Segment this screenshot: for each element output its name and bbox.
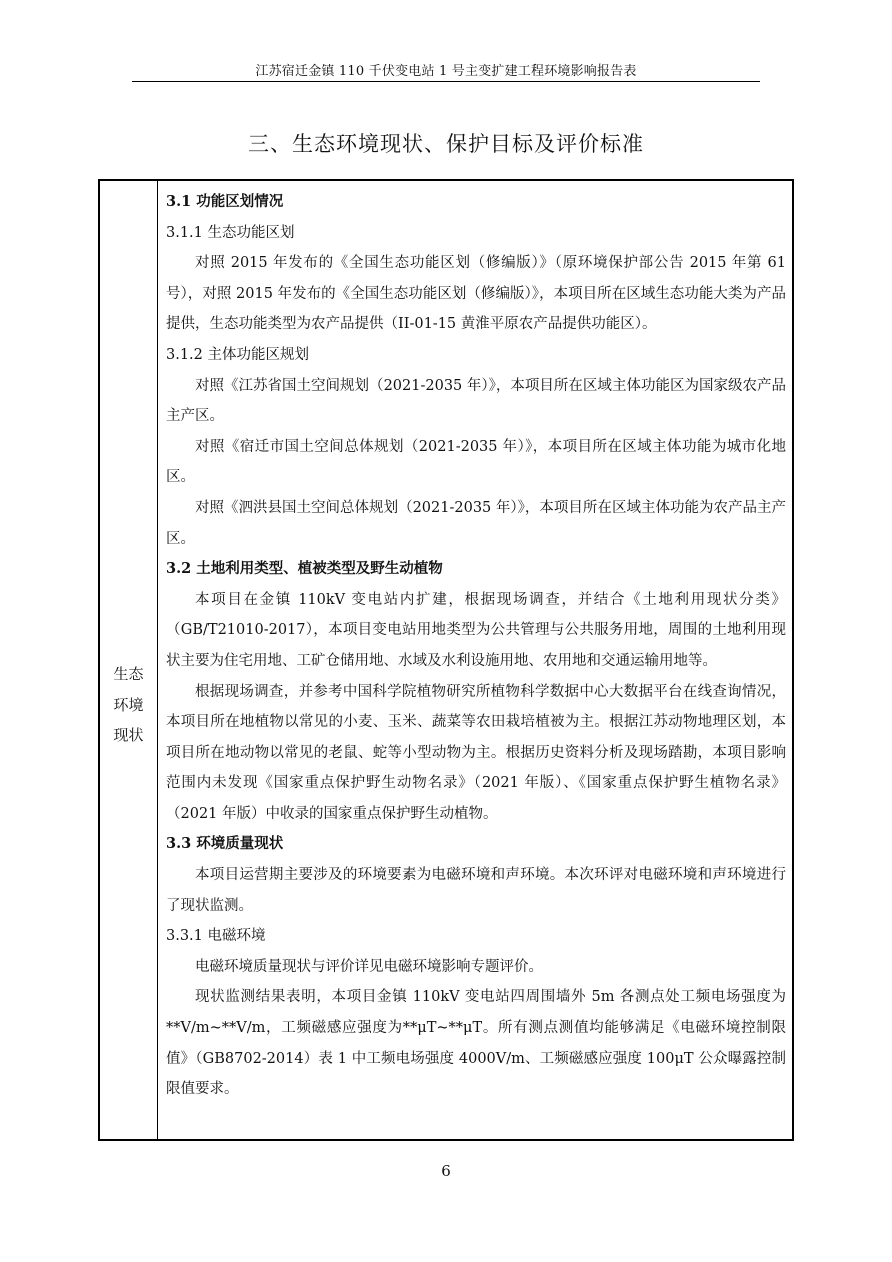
paragraph: 电磁环境质量现状与评价详见电磁环境影响专题评价。 [195, 958, 543, 975]
paragraph: 本项目运营期主要涉及的环境要素为电磁环境和声环境。本次环评对电磁环境和声环境进行了现状监测。 [166, 867, 786, 914]
category-cell [100, 181, 158, 1139]
category-label-line: 生态 [113, 665, 144, 683]
paragraph: 根据现场调查，并参考中国科学院植物研究所植物科学数据中心大数据平台在线查询情况，本项目所在地植物以常见的小麦、玉米、蔬菜等农田栽培植被为主。根据江苏动物地理区划，本项目所在地动物以常见的老鼠、蛇等小型动物为主。根据历史资料分析及现场踏勘，本项目影响范围内未发现《国家重点保护野生动物名录》（2021 年版）、《国家重点保护野生植物名录》（2021 年版）中收录的国家重点保护野生动植物。 [166, 683, 786, 822]
paragraph: 对照《江苏省国土空间规划（2021-2035 年）》，本项目所在区域主体功能区为国家级农产品主产区。 [166, 377, 786, 425]
content-cell [166, 187, 786, 1105]
heading-3-3-1: 3.3.1 电磁环境 [166, 928, 266, 945]
heading-3-1-1: 3.1.1 生态功能区划 [166, 224, 295, 241]
paragraph: 现状监测结果表明，本项目金镇 110kV 变电站四周围墙外 5m 各测点处工频电场强度为**V/m~**V/m，工频磁感应强度为**μT~**μT。所有测点测值均能够满足《电磁环境控制限值》（GB8702-2014）表 1 中工频电场强度 4000V/m、工频磁感应强度 100μT 公众曝露控制限值要求。 [166, 989, 786, 1098]
heading-3-2: 3.2 土地利用类型、植被类型及野生动植物 [166, 560, 443, 578]
header-divider [132, 81, 760, 82]
category-label-line: 现状 [113, 726, 144, 744]
report-table [98, 179, 794, 1141]
page-number: 6 [441, 1162, 451, 1180]
paragraph: 对照《泗洪县国土空间总体规划（2021-2035 年）》，本项目所在区域主体功能为农产品主产区。 [166, 499, 786, 547]
heading-3-3: 3.3 环境质量现状 [166, 835, 284, 853]
heading-3-1: 3.1 功能区划情况 [166, 193, 284, 210]
paragraph: 本项目在金镇 110kV 变电站内扩建，根据现场调查，并结合《土地利用现状分类》（GB/T21010-2017），本项目变电站用地类型为公共管理与公共服务用地，周围的土地利用现状主要为住宅用地、工矿仓储用地、水域及水利设施用地、农用地和交通运输用地等。 [166, 591, 786, 669]
document-header-title: 江苏宿迁金镇 110 千伏变电站 1 号主变扩建工程环境影响报告表 [255, 64, 637, 79]
paragraph: 对照《宿迁市国土空间总体规划（2021-2035 年）》，本项目所在区域主体功能为城市化地区。 [166, 438, 786, 486]
section-title: 三、生态环境现状、保护目标及评价标准 [248, 132, 644, 156]
category-label [100, 659, 157, 751]
heading-3-1-2: 3.1.2 主体功能区规划 [166, 346, 310, 363]
category-label-line: 环境 [113, 695, 144, 714]
paragraph: 对照 2015 年发布的《全国生态功能区划（修编版）》（原环境保护部公告 2015 年第 61 号），对照 2015 年发布的《全国生态功能区划（修编版）》，本项目所在区域生态功能大类为产品提供，生态功能类型为农产品提供（II-01-15 黄淮平原农产品提供功能区）。 [166, 255, 786, 333]
